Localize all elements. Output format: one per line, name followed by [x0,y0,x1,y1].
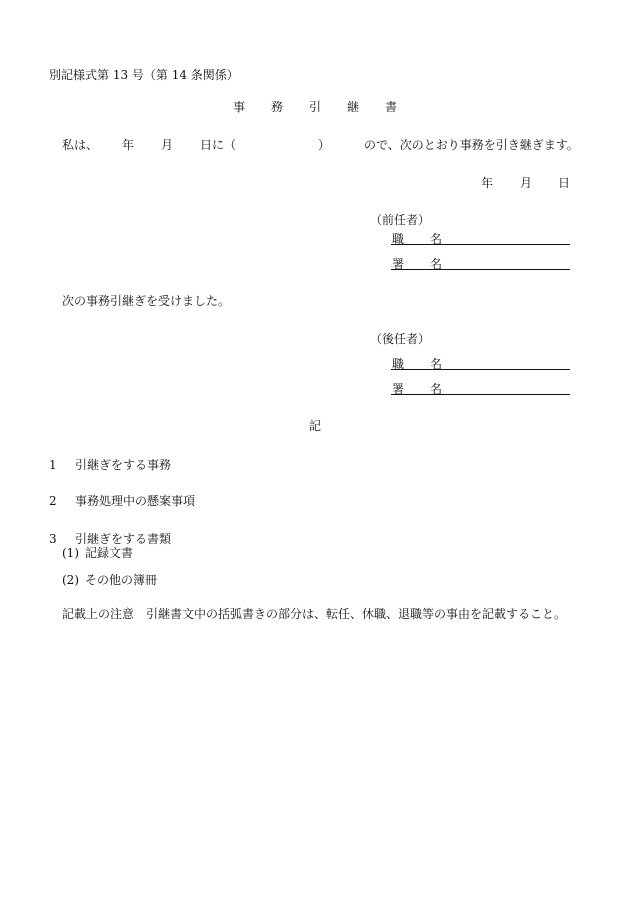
list-item-number: 1 [49,458,57,472]
successor-signature-label-b: 名 [430,382,443,396]
predecessor-position-label-a: 職 [392,232,405,246]
successor-heading: （後任者） [370,332,431,346]
intro-month: 月 [161,138,174,152]
received-text: 次の事務引継ぎを受けました。 [62,294,231,308]
successor-position-line [391,369,570,370]
predecessor-position-line [391,244,570,245]
sub-item-number: (1) [62,546,79,560]
intro-year: 年 [122,138,135,152]
title-char: 務 [271,100,284,114]
sub-item-label: その他の簿冊 [85,573,158,587]
successor-signature-line [391,394,570,395]
title-char: 書 [385,100,398,114]
intro-rest: ので、次のとおり事務を引き継ぎます。 [364,138,579,152]
title-char: 事 [233,100,246,114]
list-item-number: 3 [49,532,57,546]
list-item-label: 事務処理中の懸案事項 [75,494,196,508]
intro-close-paren: ） [318,138,331,152]
sub-item-number: (2) [62,573,79,587]
form-number: 別記様式第 13 号（第 14 条関係） [49,68,239,82]
date-year: 年 [481,176,494,190]
list-item-label: 引継ぎをする事務 [75,458,172,472]
title-char: 引 [309,100,322,114]
list-item-label: 引継ぎをする書類 [75,532,172,546]
list-item-number: 2 [49,494,57,508]
successor-position-label-b: 名 [430,357,443,371]
predecessor-signature-label-a: 署 [392,257,405,271]
note-text: 記載上の注意 引継書文中の括弧書きの部分は、転任、休職、退職等の事由を記載すること。 [62,607,567,621]
predecessor-signature-label-b: 名 [430,257,443,271]
sub-item-label: 記録文書 [85,546,134,560]
predecessor-signature-line [391,269,570,270]
predecessor-heading: （前任者） [370,213,431,227]
date-day: 日 [558,176,571,190]
title-char: 継 [347,100,360,114]
date-month: 月 [520,176,533,190]
predecessor-position-label-b: 名 [430,232,443,246]
ki-heading: 記 [309,419,322,433]
successor-signature-label-a: 署 [392,382,405,396]
successor-position-label-a: 職 [392,357,405,371]
intro-day: 日に（ [200,138,237,152]
intro-watashi: 私は、 [62,138,99,152]
